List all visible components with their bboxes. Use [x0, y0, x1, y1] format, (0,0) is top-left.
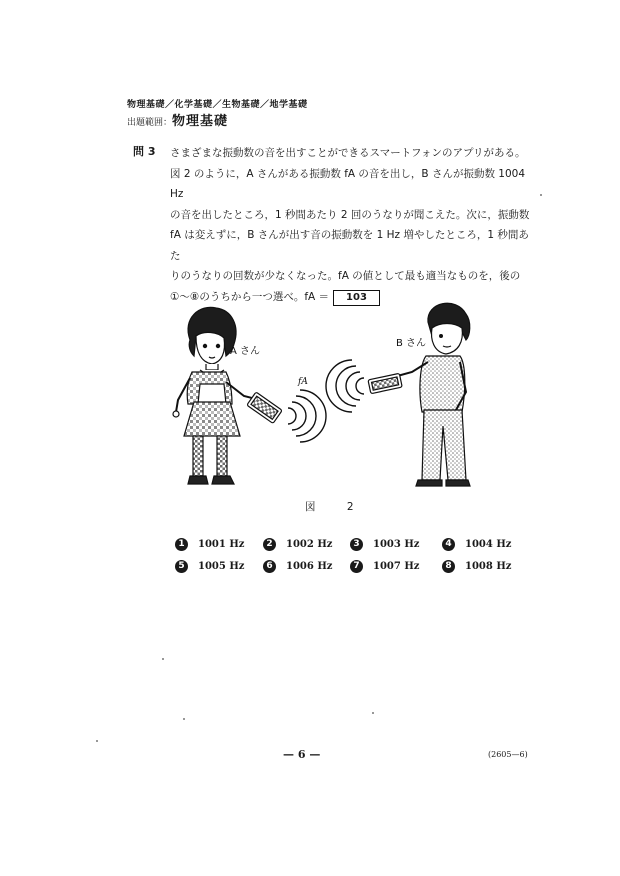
choice-value: 1007 Hz [373, 561, 420, 572]
choice-number: 3 [350, 538, 363, 551]
choice-value: 1003 Hz [373, 539, 420, 550]
scan-speck [162, 658, 164, 660]
question-line-6-text: ①〜⑧のうちから一つ選べ。fA ＝ [170, 290, 330, 303]
choice-number: 8 [442, 560, 455, 573]
person-a-figure [173, 307, 282, 484]
choice-value: 1006 Hz [286, 561, 333, 572]
choice-2[interactable] [263, 538, 332, 551]
choice-value: 1002 Hz [286, 539, 333, 550]
figure-2-illustration [160, 300, 500, 500]
choice-5[interactable] [175, 560, 244, 573]
exam-code: (2605—6) [488, 750, 528, 759]
choice-value: 1001 Hz [198, 539, 245, 550]
choice-8[interactable] [442, 560, 511, 573]
choice-4[interactable] [442, 538, 511, 551]
question-line-3: の音を出したところ，1 秒間あたり 2 回のうなりが聞こえた。次に，振動数 [170, 208, 530, 221]
choice-1[interactable] [175, 538, 244, 551]
scan-speck [540, 194, 542, 196]
subject-list: 物理基礎／化学基礎／生物基礎／地学基礎 [127, 100, 308, 110]
scan-speck [96, 740, 98, 742]
sound-waves-a [288, 390, 326, 442]
choice-number: 1 [175, 538, 188, 551]
question-line-2: 図 2 のように，A さんがある振動数 fA の音を出し，B さんが振動数 1004 Hz [170, 167, 526, 200]
choice-number: 4 [442, 538, 455, 551]
choice-number: 5 [175, 560, 188, 573]
choice-number: 2 [263, 538, 276, 551]
scan-speck [183, 718, 185, 720]
range-subject: 物理基礎 [172, 114, 229, 129]
choice-number: 6 [263, 560, 276, 573]
label-person-a: A さん [230, 346, 261, 357]
choice-number: 7 [350, 560, 363, 573]
choice-7[interactable] [350, 560, 419, 573]
figure-caption: 図 2 [305, 501, 368, 513]
range-label: 出題範囲： [127, 118, 173, 128]
person-b-figure [368, 303, 470, 486]
question-line-1: さまざまな振動数の音を出すことができるスマートフォンのアプリがある。 [170, 147, 526, 159]
scan-speck [372, 712, 374, 714]
label-person-b: B さん [396, 338, 427, 349]
range-line [127, 110, 228, 129]
answer-box[interactable]: 103 [333, 290, 380, 306]
question-text [170, 143, 530, 307]
page-number: — 6 — [283, 748, 321, 761]
question-line-4: fA は変えずに，B さんが出す音の振動数を 1 Hz 増やしたところ，1 秒間あた [170, 229, 529, 262]
question-line-5: りのうなりの回数が少なくなった。fA の値として最も適当なものを，後の [170, 270, 521, 282]
choice-value: 1005 Hz [198, 561, 245, 572]
label-fa: fA [298, 377, 308, 387]
choice-6[interactable] [263, 560, 332, 573]
choice-value: 1008 Hz [465, 561, 512, 572]
sound-waves-b [326, 360, 364, 412]
choice-3[interactable] [350, 538, 419, 551]
choice-value: 1004 Hz [465, 539, 512, 550]
question-label: 問 3 [133, 145, 156, 158]
